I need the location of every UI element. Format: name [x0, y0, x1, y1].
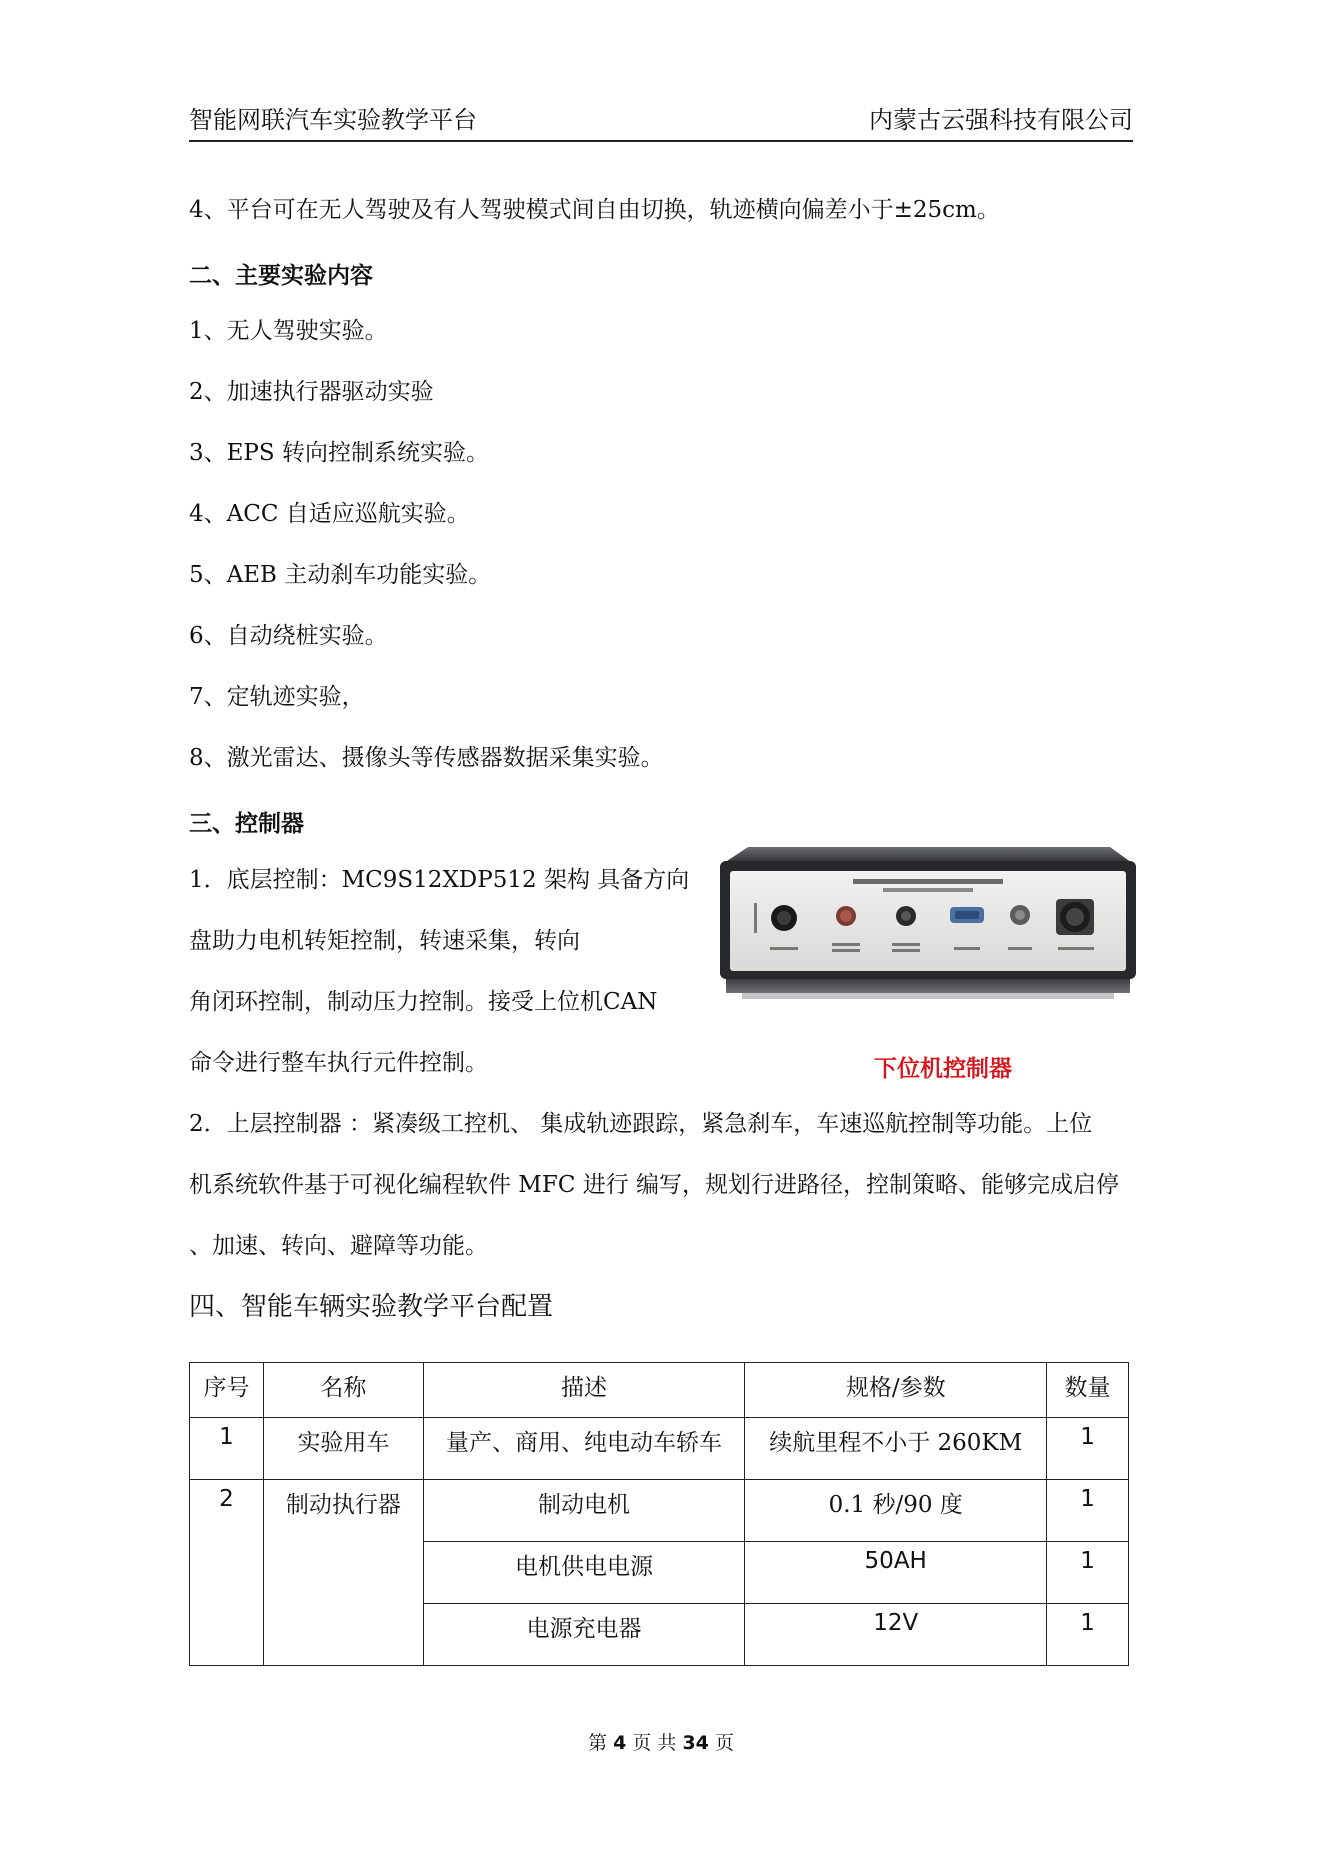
footer-page-number: 4: [613, 1732, 627, 1754]
table-header-cell: 规格/参数: [745, 1363, 1047, 1418]
table-cell: 1: [1047, 1480, 1129, 1542]
section-title-configuration: 四、智能车辆实验教学平台配置: [189, 1292, 554, 1322]
upper-controller-line: 、加速、转向、避障等功能。: [189, 1233, 488, 1259]
table-header-row: [190, 1363, 1129, 1418]
table-row: [190, 1418, 1129, 1480]
page-footer: [0, 1728, 1322, 1755]
table-cell: 1: [190, 1418, 264, 1480]
table-cell: 量产、商用、纯电动车轿车: [423, 1418, 745, 1480]
section-title-controller: 三、控制器: [189, 811, 304, 837]
header-title: 智能网联汽车实验教学平台: [189, 106, 477, 134]
header-divider: [189, 140, 1133, 142]
controller-paragraph-line: 命令进行整车执行元件控制。: [189, 1050, 488, 1076]
table-cell: 1: [1047, 1604, 1129, 1666]
table-header-cell: 序号: [190, 1363, 264, 1418]
table-cell: 50AH: [745, 1542, 1047, 1604]
table-cell: 1: [1047, 1542, 1129, 1604]
intro-line: 4、平台可在无人驾驶及有人驾驶模式间自由切换，轨迹横向偏差小于±25cm。: [189, 197, 1000, 223]
footer-prefix: 第: [588, 1732, 608, 1754]
controller-paragraph-line: 角闭环控制，制动压力控制。接受上位机CAN: [189, 989, 658, 1015]
configuration-table: [189, 1362, 1129, 1666]
controller-image-caption: 下位机控制器: [874, 1056, 1012, 1082]
table-cell: 1: [1047, 1418, 1129, 1480]
controller-paragraph-line: 1．底层控制：MC9S12XDP512 架构 具备方向: [189, 867, 690, 893]
controller-device-image: [718, 843, 1138, 1018]
experiment-item: 2、加速执行器驱动实验: [189, 379, 434, 405]
experiment-item: 6、自动绕桩实验。: [189, 623, 388, 649]
experiment-item: 4、ACC 自适应巡航实验。: [189, 501, 470, 527]
header-company: 内蒙古云强科技有限公司: [869, 106, 1133, 134]
controller-paragraph-line: 盘助力电机转矩控制，转速采集，转向: [189, 928, 580, 954]
table-row: [190, 1480, 1129, 1542]
table-cell: 2: [190, 1480, 264, 1666]
footer-middle: 页 共: [632, 1732, 677, 1754]
experiment-item: 8、激光雷达、摄像头等传感器数据采集实验。: [189, 745, 664, 771]
experiment-item: 3、EPS 转向控制系统实验。: [189, 440, 489, 466]
table-cell: 制动电机: [423, 1480, 745, 1542]
table-header-cell: 描述: [423, 1363, 745, 1418]
table-cell: 电源充电器: [423, 1604, 745, 1666]
table-cell: 实验用车: [263, 1418, 423, 1480]
footer-suffix: 页: [714, 1732, 734, 1754]
table-cell: 制动执行器: [263, 1480, 423, 1666]
table-cell: 0.1 秒/90 度: [745, 1480, 1047, 1542]
experiment-item: 5、AEB 主动刹车功能实验。: [189, 562, 492, 588]
table-header-cell: 名称: [263, 1363, 423, 1418]
upper-controller-line: 2．上层控制器 ：紧凑级工控机、 集成轨迹跟踪，紧急刹车，车速巡航控制等功能。上位: [189, 1111, 1093, 1137]
footer-total-pages: 34: [682, 1732, 709, 1754]
upper-controller-line: 机系统软件基于可视化编程软件 MFC 进行 编写，规划行进路径，控制策略、能够完成启停: [189, 1172, 1120, 1198]
table-cell: 电机供电电源: [423, 1542, 745, 1604]
table-header-cell: 数量: [1047, 1363, 1129, 1418]
experiment-item: 1、无人驾驶实验。: [189, 318, 388, 344]
experiment-item: 7、定轨迹实验，: [189, 684, 365, 710]
table-cell: 12V: [745, 1604, 1047, 1666]
table-cell: 续航里程不小于 260KM: [745, 1418, 1047, 1480]
section-title-experiments: 二、主要实验内容: [189, 263, 373, 289]
